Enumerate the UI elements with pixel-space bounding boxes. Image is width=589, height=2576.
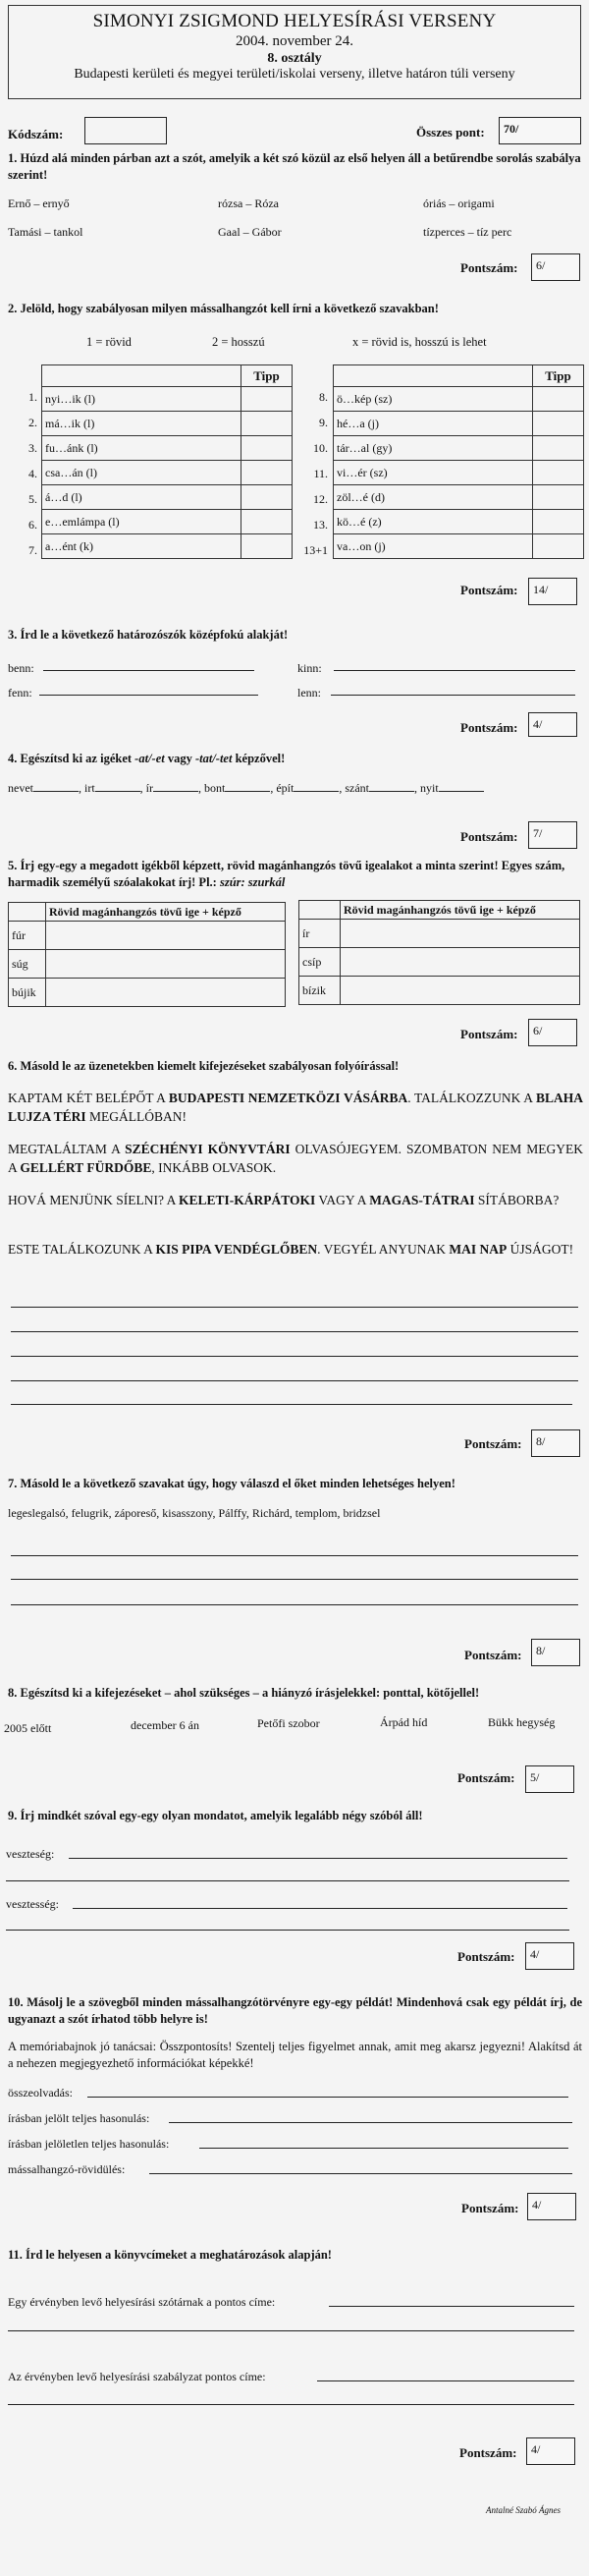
q6-text: MEGTALÁLTAM A [8,1142,126,1156]
q4-suffix-1: -at/-et [134,752,165,765]
q5-answer-cell[interactable] [341,920,580,948]
q2-tip-cell[interactable] [533,485,584,510]
q1-pair[interactable]: tízperces – tíz perc [423,225,512,239]
question-11-prompt: 11. Írd le helyesen a könyvcímeket a meghatározások alapján! [8,2248,332,2262]
q2-legend-long: 2 = hosszú [212,335,265,349]
q8-expression[interactable]: Árpád híd [380,1715,428,1729]
question-9-prompt: 9. Írj mindkét szóval egy-egy olyan mondatot, amelyik legalább négy szóból áll! [8,1809,423,1822]
q6-message-2 [8,1140,583,1177]
q4-word: szánt [345,781,370,795]
q8-score-label: Pontszám: [457,1770,515,1785]
q5-column-header: Rövid magánhangzós tövű ige + képző [341,901,580,920]
q6-highlight: MAI NAP [449,1242,508,1257]
q6-highlight: KELETI-KÁRPÁTOKI [179,1193,316,1207]
q10-answer-line[interactable] [149,2173,572,2174]
q3-answer-line[interactable] [334,670,575,671]
q10-score-field[interactable]: 4/ [527,2193,576,2220]
q6-text: . TALÁLKOZZUNK A [407,1091,536,1105]
code-field[interactable] [84,117,167,144]
q4-prompt-text: képzővel! [232,752,286,765]
q9-score-field[interactable]: 4/ [525,1942,574,1970]
q2-word: va…on (j) [334,534,533,559]
q2-tip-cell[interactable] [533,534,584,559]
q6-text: ESTE TALÁLKOZUNK A [8,1242,156,1257]
document-title: SIMONYI ZSIGMOND HELYESÍRÁSI VERSENY [92,11,497,31]
question-4-prompt [8,751,582,767]
q9-label-veszteseg: veszteség: [6,1847,55,1861]
q6-text: . VEGYÉL ANYUNAK [317,1242,450,1257]
q2-tip-cell[interactable] [533,510,584,534]
q2-row-number: 5. [28,492,37,506]
total-score-label: Összes pont: [416,125,485,140]
q2-row-number: 7. [28,543,37,557]
q2-word: tár…al (gy) [334,436,533,461]
q2-word: kö…é (z) [334,510,533,534]
q2-row-number: 11. [313,467,328,480]
q4-blank[interactable] [439,791,484,792]
q2-tip-header: Tipp [241,365,293,387]
q5-answer-cell[interactable] [46,922,286,950]
q8-expression[interactable]: 2005 előtt [4,1721,52,1735]
q2-right-table [333,364,584,559]
q5-right-table [298,900,580,1005]
q6-highlight: BLAHA LUJZA TÉRI [8,1091,583,1124]
q2-tip-cell[interactable] [241,461,293,485]
q1-pair[interactable]: Ernő – ernyő [8,196,70,210]
q6-score-label: Pontszám: [464,1436,522,1451]
q10-label: írásban jelöletlen teljes hasonulás: [8,2137,170,2151]
q3-label-fenn: fenn: [8,686,32,700]
q9-score-label: Pontszám: [457,1949,515,1964]
q10-score-label: Pontszám: [461,2201,519,2215]
q6-answer-line[interactable] [11,1356,578,1357]
q5-score-label: Pontszám: [460,1027,518,1041]
q11-answer-line[interactable] [8,2330,574,2331]
q5-verb: ír [299,920,341,948]
q5-verb: bújik [9,979,46,1007]
q5-left-table [8,902,286,1007]
q2-word: e…emlámpa (l) [42,510,241,534]
q2-tip-header: Tipp [533,365,584,387]
author-signature: Antalné Szabó Ágnes [486,2505,561,2515]
q2-row-number: 8. [319,390,328,404]
q4-word: bont [204,781,226,795]
document-date: 2004. november 24. [236,33,353,49]
q5-verb-header [9,903,46,922]
q10-source-text: A memóriabajnok jó tanácsai: Összpontosíts! Szentelj teljes figyelmet annak, amit meg akarsz jegyezni! Alakítsd át a nehezen megjegyezhető információkat képekké! [8,2040,582,2070]
q2-tip-cell[interactable] [241,436,293,461]
q5-column-header: Rövid magánhangzós tövű ige + képző [46,903,286,922]
q2-word: má…ik (l) [42,412,241,436]
q1-pair[interactable]: Gaal – Gábor [218,225,282,239]
code-label: Kódszám: [8,127,64,141]
q7-word-list: legeslegalsó, felugrik, záporeső, kisasszony, Pálffy, Richárd, templom, bridzsel [8,1506,381,1520]
q10-answer-line[interactable] [199,2148,568,2149]
q5-answer-cell[interactable] [46,950,286,979]
q2-row-number: 12. [313,492,328,506]
q2-row-number: 13. [313,518,328,532]
q4-suffix-2: -tat/-tet [194,752,233,765]
q10-answer-line[interactable] [169,2122,572,2123]
q6-text: MEGÁLLÓBAN! [85,1109,187,1124]
q2-score-field[interactable]: 14/ [528,578,577,605]
q6-highlight: MAGAS-TÁTRAI [369,1193,475,1207]
q2-row-number: 6. [28,518,37,532]
q6-score-field[interactable]: 8/ [531,1429,580,1457]
q4-word-list: nevet , irt , ír , bont , épít , szánt , nyit [8,781,484,796]
q9-answer-line[interactable] [6,1880,569,1881]
q2-tip-cell[interactable] [241,534,293,559]
q2-word-header [334,365,533,387]
q4-blank[interactable] [225,791,270,792]
q6-text: , INKÁBB OLVASOK. [151,1160,277,1175]
q2-word: á…d (l) [42,485,241,510]
q2-legend-short: 1 = rövid [86,335,132,349]
q4-blank[interactable] [33,791,79,792]
q10-label: írásban jelölt teljes hasonulás: [8,2111,150,2125]
q9-answer-line[interactable] [69,1858,567,1859]
grade-label: 8. osztály [267,51,322,66]
q6-highlight: SZÉCHÉNYI KÖNYVTÁRI [125,1142,291,1156]
q7-score-field[interactable]: 8/ [531,1639,580,1666]
q2-tip-cell[interactable] [241,412,293,436]
q2-score-label: Pontszám: [460,583,518,597]
q2-row-number: 9. [319,416,328,429]
q2-tip-cell[interactable] [241,510,293,534]
q11-answer-line[interactable] [317,2380,574,2381]
q6-message-1 [8,1089,583,1126]
q11-score-label: Pontszám: [459,2445,517,2460]
q3-answer-line[interactable] [331,695,575,696]
q7-answer-line[interactable] [11,1555,578,1556]
q6-highlight: BUDAPESTI NEMZETKÖZI VÁSÁRBA [168,1091,408,1105]
q6-text: ÚJSÁGOT! [507,1242,574,1257]
q4-word: ír [145,781,154,795]
q11-answer-line[interactable] [8,2404,574,2405]
question-10-prompt: 10. Másolj le a szövegből minden mássalhangzótörvényre egy-egy példát! Mindenhová csak egy példát írj, de ugyanazt a szót írhatod több helyre is! [8,1995,582,2026]
q11-answer-line[interactable] [329,2306,574,2307]
q2-word: vi…ér (sz) [334,461,533,485]
question-8-prompt: 8. Egészítsd ki a kifejezéseket – ahol szükséges – a hiányzó írásjelekkel: ponttal, kötőjellel! [8,1686,480,1700]
q2-tip-cell[interactable] [533,387,584,412]
q11-label-dictionary: Egy érvényben levő helyesírási szótárnak a pontos címe: [8,2295,276,2309]
q7-score-label: Pontszám: [464,1648,522,1662]
q9-label-vesztesseg: vesztesség: [6,1897,59,1911]
q4-word: nevet [8,781,33,795]
q9-answer-line[interactable] [6,1930,569,1931]
q1-pair[interactable]: óriás – origami [423,196,495,210]
q4-blank[interactable] [294,791,339,792]
q5-verb: bízik [299,977,341,1005]
q2-row-number: 13+1 [303,543,328,557]
total-score-field[interactable]: 70/ [499,117,581,144]
q10-label: összeolvadás: [8,2086,73,2100]
q2-word: hé…a (j) [334,412,533,436]
q2-row-number: 1. [28,390,37,404]
q6-answer-line[interactable] [11,1331,578,1332]
q6-text: VAGY A [315,1193,370,1207]
question-1-prompt: 1. Húzd alá minden párban azt a szót, amelyik a két szó közül az első helyen áll a betűrendbe sorolás szabálya szerint! [8,151,581,182]
q5-example: szúr: szurkál [219,875,286,889]
q5-verb: súg [9,950,46,979]
q3-score-label: Pontszám: [460,720,518,735]
q2-word: nyi…ik (l) [42,387,241,412]
q6-text: SÍTÁBORBA? [474,1193,560,1207]
q6-text: OLVASÓJEGYEM. SZOMBATON NEM MEGYEK A [8,1142,584,1175]
q8-expression[interactable]: Bükk hegység [488,1715,556,1729]
q2-word: ö…kép (sz) [334,387,533,412]
q1-pair[interactable]: rózsa – Róza [218,196,279,210]
q8-score-field[interactable]: 5/ [525,1765,574,1793]
q3-score-field[interactable]: 4/ [528,712,577,737]
q5-answer-cell[interactable] [46,979,286,1007]
q4-word: nyit [420,781,439,795]
q6-answer-line[interactable] [11,1404,572,1405]
q1-score-label: Pontszám: [460,260,518,275]
q2-word: fu…ánk (l) [42,436,241,461]
q5-prompt-text: 5. Írj egy-egy a megadott igékből képzett, rövid magánhangzós tövű igealakot a minta szerint! Egyes szám, harmadik személyű szóalakokat írj! Pl.: [8,859,565,889]
q6-text: KAPTAM KÉT BELÉPŐT A [8,1091,169,1105]
q5-answer-cell[interactable] [341,948,580,977]
q3-label-benn: benn: [8,661,34,675]
q3-label-kinn: kinn: [297,661,322,675]
q6-text: HOVÁ MENJÜNK SÍELNI? A [8,1193,179,1207]
q10-answer-line[interactable] [87,2097,568,2098]
q4-prompt-text: 4. Egészítsd ki az igéket [8,752,135,765]
q10-label: mássalhangzó-rövidülés: [8,2162,126,2176]
q2-word: csa…án (l) [42,461,241,485]
q4-blank[interactable] [95,791,140,792]
header-box [8,5,581,99]
q6-highlight: GELLÉRT FÜRDŐBE [20,1160,152,1175]
q2-left-table [41,364,293,559]
q6-highlight: KIS PIPA VENDÉGLŐBEN [155,1242,318,1257]
q2-tip-cell[interactable] [241,387,293,412]
q2-row-number: 10. [313,441,328,455]
q2-word: zöl…é (d) [334,485,533,510]
q5-answer-cell[interactable] [341,977,580,1005]
q2-word: a…ént (k) [42,534,241,559]
q2-row-number: 2. [28,416,37,429]
q6-answer-line[interactable] [11,1380,578,1381]
q1-pair[interactable]: Tamási – tankol [8,225,83,239]
q4-blank[interactable] [369,791,414,792]
question-5-prompt [8,858,582,891]
q4-blank[interactable] [153,791,198,792]
q2-tip-cell[interactable] [533,436,584,461]
q5-score-field[interactable]: 6/ [528,1019,577,1046]
q5-verb: fúr [9,922,46,950]
q9-answer-line[interactable] [73,1908,567,1909]
q1-score-field[interactable]: 6/ [531,253,580,281]
q8-expression[interactable]: Petőfi szobor [257,1716,320,1730]
q11-score-field[interactable]: 4/ [526,2437,575,2465]
q4-word: irt [84,781,95,795]
question-6-prompt: 6. Másold le az üzenetekben kiemelt kifejezéseket szabályosan folyóírással! [8,1059,400,1073]
q2-tip-cell[interactable] [533,412,584,436]
question-3-prompt: 3. Írd le a következő határozószók középfokú alakját! [8,628,289,642]
q3-label-lenn: lenn: [297,686,321,700]
q4-word: épít [276,781,294,795]
q6-message-3 [8,1191,583,1209]
q2-word-header [42,365,241,387]
q5-verb: csíp [299,948,341,977]
q2-legend-either: x = rövid is, hosszú is lehet [352,335,487,349]
question-7-prompt: 7. Másold le a következő szavakat úgy, hogy válaszd el őket minden lehetséges helyen! [8,1477,455,1490]
q4-score-label: Pontszám: [460,829,518,844]
q7-answer-line[interactable] [11,1604,578,1605]
q8-expression[interactable]: december 6 án [131,1718,199,1732]
q2-row-number: 4. [28,467,37,480]
q4-score-field[interactable]: 7/ [528,821,577,849]
q5-verb-header [299,901,341,920]
q4-prompt-text: vagy [164,752,195,765]
q7-answer-line[interactable] [11,1579,578,1580]
question-2-prompt: 2. Jelöld, hogy szabályosan milyen mássalhangzót kell írni a következő szavakban! [8,302,439,315]
q6-answer-line[interactable] [11,1307,578,1308]
q3-answer-line[interactable] [39,695,258,696]
q2-tip-cell[interactable] [241,485,293,510]
q2-row-number: 3. [28,441,37,455]
q11-label-rules: Az érvényben levő helyesírási szabályzat pontos címe: [8,2370,266,2383]
q3-answer-line[interactable] [43,670,254,671]
q2-tip-cell[interactable] [533,461,584,485]
document-subtitle: Budapesti kerületi és megyei területi/iskolai verseny, illetve határon túli verseny [74,67,515,82]
q6-message-4 [8,1240,583,1259]
